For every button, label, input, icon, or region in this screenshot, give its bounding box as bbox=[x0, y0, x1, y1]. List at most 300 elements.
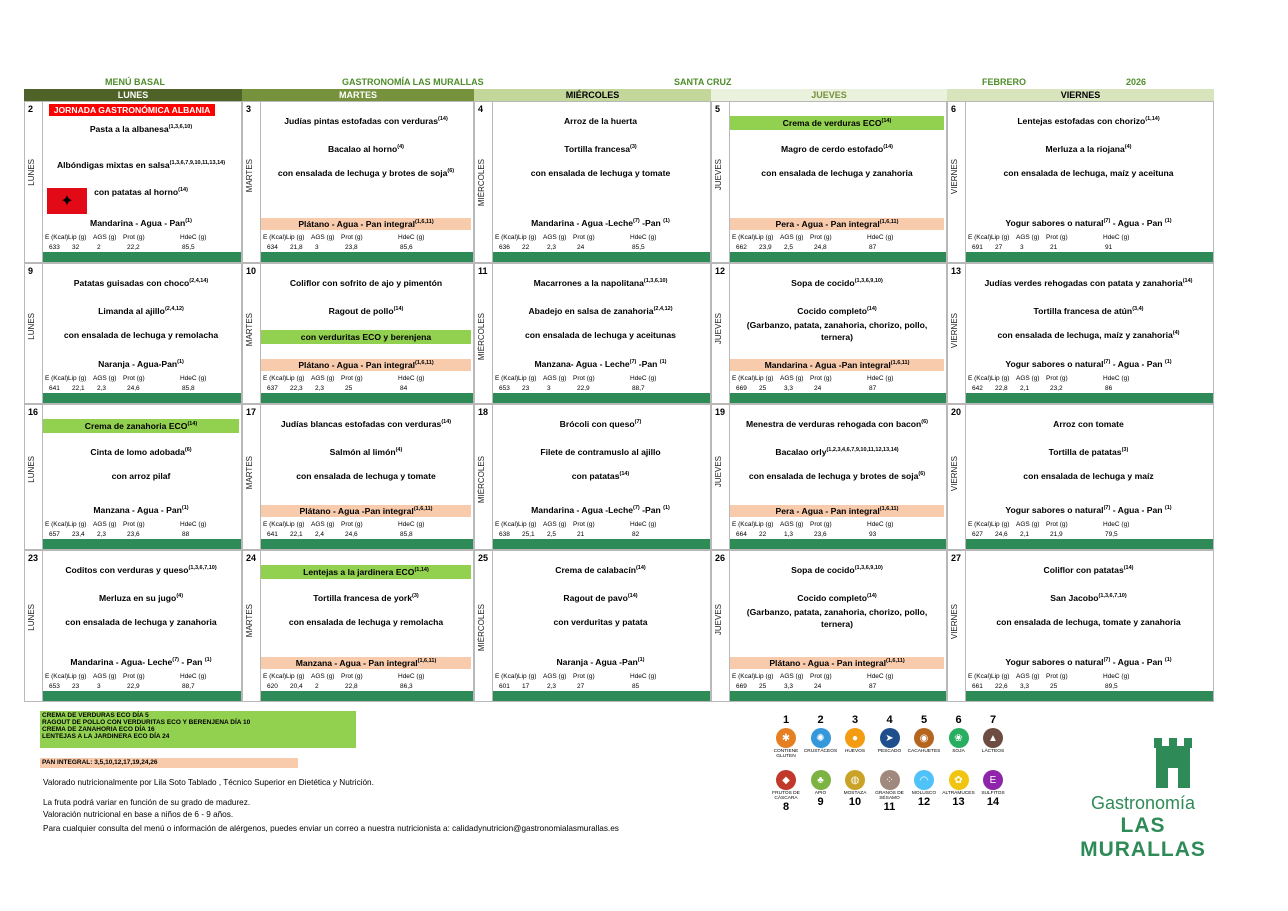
allergen-number: 4 bbox=[886, 714, 893, 726]
allergen-codes: (6) bbox=[918, 471, 926, 478]
dessert-line bbox=[493, 505, 708, 515]
nutrition-value: 22,1 bbox=[72, 385, 85, 392]
dish-name: Merluza en su jugo bbox=[98, 593, 177, 603]
menu-line bbox=[493, 593, 708, 603]
menu-line bbox=[49, 104, 215, 116]
dessert-text: Mandarina - Agua -Pan integral bbox=[764, 360, 891, 370]
nutrition-label: Prot (g) bbox=[573, 375, 595, 382]
allergen-item bbox=[838, 714, 872, 754]
nutrition-label: AGS (g) bbox=[780, 673, 804, 680]
menu-line bbox=[493, 168, 708, 178]
nutrition-label: E (Kcal) bbox=[968, 521, 992, 528]
allergen-codes: (1,6,11) bbox=[879, 506, 899, 513]
nutrition-label: Lip (g) bbox=[991, 375, 1010, 382]
day-label: MARTES bbox=[245, 313, 254, 347]
allergen-codes: (1) bbox=[663, 505, 670, 512]
dessert-line bbox=[493, 218, 708, 228]
nutrition-value: 1,3 bbox=[784, 531, 794, 538]
nutrition-value: 84 bbox=[400, 385, 408, 392]
nutrition-label: Lip (g) bbox=[518, 673, 537, 680]
menu-line bbox=[43, 306, 239, 316]
allergen-codes: (14) bbox=[178, 187, 188, 194]
dish-name: Bacalao al horno bbox=[328, 144, 398, 154]
allergen-codes: (1) bbox=[185, 218, 192, 225]
day-label: MIÉRCOLES bbox=[477, 158, 486, 206]
cell-footer-bar bbox=[261, 691, 473, 701]
nutrition-value: 22,1 bbox=[290, 531, 303, 538]
nutrition-label: HdeC (g) bbox=[398, 234, 425, 241]
allergen-item bbox=[769, 768, 803, 813]
menu-line bbox=[261, 168, 471, 178]
nutrition-value: 638 bbox=[499, 531, 510, 538]
menu-line bbox=[43, 278, 239, 288]
dessert-line bbox=[261, 657, 471, 669]
nutrition-label: AGS (g) bbox=[543, 673, 567, 680]
allergen-label: GRANOS DE SÉSAMO bbox=[875, 791, 904, 801]
allergen-codes: (1,3,6,7,9,10,11,13,14) bbox=[169, 160, 226, 167]
allergen-codes: (3) bbox=[630, 144, 637, 151]
wheat-icon: ✱ bbox=[776, 728, 796, 748]
nutrition-value: 3,3 bbox=[784, 385, 794, 392]
dish-name: Magro de cerdo estofado bbox=[781, 144, 884, 154]
allergen-codes: (14) bbox=[883, 144, 893, 151]
dish-name: Albóndigas mixtas en salsa bbox=[56, 160, 170, 170]
day-label: LUNES bbox=[27, 456, 36, 483]
menu-line bbox=[966, 565, 1211, 575]
menu-line bbox=[966, 278, 1211, 288]
day-cell bbox=[711, 550, 947, 702]
nutrition-value: 27 bbox=[995, 244, 1003, 251]
menu-line bbox=[730, 419, 944, 429]
dessert-text: Mandarina - Agua -Leche bbox=[531, 505, 633, 515]
menu-line bbox=[966, 593, 1211, 603]
day-cell bbox=[242, 263, 474, 404]
nutrition-label: HdeC (g) bbox=[630, 234, 657, 241]
menu-line bbox=[43, 160, 239, 170]
nutrition-value: 24,6 bbox=[127, 385, 140, 392]
allergen-codes: (14) bbox=[627, 593, 638, 600]
sesame-icon: ⁘ bbox=[880, 770, 900, 790]
dayhead-lunes: LUNES bbox=[24, 89, 242, 101]
menu-line bbox=[730, 278, 944, 288]
dessert-line bbox=[966, 657, 1211, 667]
nutrition-label: Prot (g) bbox=[573, 673, 595, 680]
nutrition-label: E (Kcal) bbox=[968, 234, 992, 241]
lupin-icon: ✿ bbox=[949, 770, 969, 790]
peanut-icon: ◉ bbox=[914, 728, 934, 748]
dish-name: con ensalada de lechuga y aceitunas bbox=[525, 330, 676, 340]
nutrition-label: AGS (g) bbox=[780, 521, 804, 528]
allergen-codes: (7) bbox=[634, 419, 642, 426]
nutrition-label: Lip (g) bbox=[755, 234, 774, 241]
allergen-codes: (1) bbox=[177, 359, 184, 366]
nutrition-label: HdeC (g) bbox=[1103, 375, 1130, 382]
allergen-codes: (1,6,11) bbox=[890, 360, 910, 367]
nutrition-value: 2,5 bbox=[784, 244, 794, 251]
allergen-codes: (3,4) bbox=[1132, 306, 1144, 313]
allergen-number: 13 bbox=[952, 796, 965, 808]
nutrition-label: AGS (g) bbox=[311, 234, 335, 241]
day-label: JUEVES bbox=[714, 313, 723, 345]
allergen-codes: (1) bbox=[1164, 657, 1172, 664]
nutrition-label: E (Kcal) bbox=[495, 521, 519, 528]
menu-line bbox=[730, 168, 944, 178]
nutrition-label: Lip (g) bbox=[518, 521, 537, 528]
day-number: 26 bbox=[715, 553, 726, 563]
nutrition-value: 633 bbox=[49, 244, 60, 251]
cell-footer-bar bbox=[730, 393, 946, 403]
nutrition-label: Lip (g) bbox=[755, 673, 774, 680]
nutrition-label: Prot (g) bbox=[123, 673, 145, 680]
celery-icon: ♣ bbox=[811, 770, 831, 790]
nutrition-value: 2,3 bbox=[547, 244, 557, 251]
eco-notes bbox=[40, 711, 356, 748]
nutrition-label: AGS (g) bbox=[543, 521, 567, 528]
nutrition-value: 85,5 bbox=[632, 244, 645, 251]
day-label: LUNES bbox=[27, 313, 36, 341]
menu-line bbox=[261, 593, 471, 603]
allergen-codes: (14) bbox=[866, 306, 877, 313]
nutrition-label: E (Kcal) bbox=[263, 521, 287, 528]
menu-line bbox=[966, 617, 1211, 627]
age-note: Valoración nutricional en base a niños de 6 - 9 años. bbox=[43, 810, 234, 819]
cell-footer-bar bbox=[43, 691, 241, 701]
day-number: 12 bbox=[715, 266, 726, 276]
nutrition-value: 3 bbox=[315, 244, 319, 251]
nutrition-value: 22,9 bbox=[127, 683, 140, 690]
menu-line bbox=[730, 144, 944, 154]
allergen-codes: (7) bbox=[1103, 657, 1111, 664]
day-cell bbox=[24, 550, 242, 702]
nutrition-value: 3,3 bbox=[784, 683, 794, 690]
day-cell bbox=[711, 404, 947, 550]
nutrition-value: 2,3 bbox=[547, 683, 557, 690]
dish-name: con ensalada de lechuga y tomate bbox=[296, 471, 436, 481]
nutrition-value: 21 bbox=[577, 531, 585, 538]
day-label: LUNES bbox=[27, 604, 36, 631]
nutrition-value: 25 bbox=[1050, 683, 1058, 690]
nutrition-value: 88,7 bbox=[182, 683, 195, 690]
allergen-item bbox=[907, 714, 941, 754]
allergen-codes: (1,14) bbox=[414, 567, 429, 574]
day-label: MIÉRCOLES bbox=[477, 313, 486, 361]
dessert-line bbox=[261, 359, 471, 371]
nutrition-label: AGS (g) bbox=[543, 375, 567, 382]
dish-name: Merluza a la riojana bbox=[1045, 144, 1125, 154]
nutrition-value: 636 bbox=[499, 244, 510, 251]
menu-line bbox=[966, 419, 1211, 429]
dish-name: Arroz con tomate bbox=[1053, 419, 1124, 429]
nutrition-value: 662 bbox=[736, 244, 747, 251]
egg-icon: ● bbox=[845, 728, 865, 748]
allergen-codes: (7) bbox=[1103, 505, 1111, 512]
dessert-text: Manzana - Agua - Pan integral bbox=[295, 658, 418, 668]
allergen-item bbox=[942, 714, 976, 754]
nutrition-value: 93 bbox=[869, 531, 877, 538]
nutrition-label: Lip (g) bbox=[68, 521, 87, 528]
nutrition-value: 642 bbox=[972, 385, 983, 392]
dish-name: Coditos con verduras y queso bbox=[65, 565, 189, 575]
dish-name: Tortilla de patatas bbox=[1048, 447, 1122, 457]
nutrition-value: 21,9 bbox=[1050, 531, 1063, 538]
dessert-text: Manzana - Agua - Pan bbox=[93, 505, 182, 515]
menu-line bbox=[966, 116, 1211, 126]
day-number: 18 bbox=[478, 407, 489, 417]
month: FEBRERO bbox=[982, 77, 1027, 87]
nutrition-value: 25 bbox=[759, 683, 767, 690]
nutrition-label: Prot (g) bbox=[573, 234, 595, 241]
day-number: 23 bbox=[28, 553, 39, 563]
dish-name: Coliflor con patatas bbox=[1043, 565, 1124, 575]
nutrition-value: 25,1 bbox=[522, 531, 535, 538]
allergen-item bbox=[976, 714, 1010, 754]
allergen-codes: (4) bbox=[397, 144, 404, 151]
allergen-item bbox=[907, 768, 941, 808]
day-cell bbox=[711, 263, 947, 404]
allergen-codes: (1) bbox=[663, 218, 670, 225]
nutrition-value: 88 bbox=[182, 531, 190, 538]
logo-line2: LAS MURALLAS bbox=[1080, 814, 1206, 861]
nutrition-value: 641 bbox=[267, 531, 278, 538]
allergen-item bbox=[976, 768, 1010, 808]
day-label: JUEVES bbox=[714, 456, 723, 488]
nutrition-value: 23 bbox=[522, 385, 530, 392]
dish-name: Crema de verduras ECO bbox=[782, 118, 882, 128]
nutrition-value: 32 bbox=[72, 244, 80, 251]
day-label: MARTES bbox=[245, 158, 254, 192]
cell-footer-bar bbox=[261, 539, 473, 549]
cell-footer-bar bbox=[966, 539, 1213, 549]
cell-footer-bar bbox=[493, 252, 710, 262]
dessert-line bbox=[261, 505, 471, 517]
nutrition-value: 21 bbox=[1050, 244, 1058, 251]
day-label: VIERNES bbox=[950, 158, 959, 194]
menu-line bbox=[261, 447, 471, 457]
nutrition-value: 24 bbox=[814, 385, 822, 392]
nutrition-value: 89,5 bbox=[1105, 683, 1118, 690]
nutrition-label: E (Kcal) bbox=[732, 673, 756, 680]
allergen-codes: (14) bbox=[438, 116, 448, 123]
nutrition-value: 23,6 bbox=[127, 531, 140, 538]
dish-name: Sopa de cocido bbox=[791, 565, 855, 575]
nutrition-value: 88,7 bbox=[632, 385, 645, 392]
menu-line bbox=[43, 617, 239, 627]
allergen-label: SULFITOS bbox=[981, 791, 1005, 796]
day-cell bbox=[474, 404, 711, 550]
dish-name: Limanda al ajillo bbox=[98, 306, 165, 316]
menu-type: MENÚ BASAL bbox=[105, 77, 165, 87]
nutrition-label: AGS (g) bbox=[1016, 673, 1040, 680]
dish-name: con arroz pilaf bbox=[111, 471, 171, 481]
dish-name: Abadejo en salsa de zanahoria bbox=[528, 306, 654, 316]
menu-line bbox=[493, 471, 708, 481]
allergen-item bbox=[942, 768, 976, 808]
allergen-codes: (14) bbox=[187, 421, 198, 428]
allergen-label: CACAHUETES bbox=[907, 749, 941, 754]
dish-name: Judías pintas estofadas con verduras bbox=[284, 116, 438, 126]
nutrition-value: 85,8 bbox=[400, 531, 413, 538]
dish-name: con ensalada de lechuga y tomate bbox=[530, 168, 671, 178]
menu-line bbox=[730, 565, 944, 575]
nutrition-label: HdeC (g) bbox=[630, 521, 657, 528]
soy-icon: ❀ bbox=[949, 728, 969, 748]
nutrition-label: Prot (g) bbox=[341, 521, 363, 528]
allergen-codes: (7) bbox=[629, 359, 637, 366]
company-logo bbox=[1058, 738, 1228, 862]
allergen-codes: (14) bbox=[393, 306, 404, 313]
dish-name: Coliflor con sofrito de ajo y pimentón bbox=[289, 278, 443, 288]
allergen-codes: (2,4,12) bbox=[653, 306, 673, 313]
milk-icon: ▲ bbox=[983, 728, 1003, 748]
allergen-label: MOSTAZA bbox=[843, 791, 867, 796]
school-name: SANTA CRUZ bbox=[674, 77, 732, 87]
nutrition-label: AGS (g) bbox=[780, 234, 804, 241]
dish-name: ternera) bbox=[821, 619, 853, 629]
dish-name: JORNADA GASTRONÓMICA ALBANIA bbox=[53, 105, 211, 115]
dessert-text: Plátano - Agua - Pan integral bbox=[769, 658, 886, 668]
nutrition-value: 23,6 bbox=[814, 531, 827, 538]
menu-line bbox=[43, 124, 239, 134]
allergen-item bbox=[804, 768, 838, 808]
day-number: 4 bbox=[478, 104, 484, 114]
nutrition-value: 22 bbox=[522, 244, 530, 251]
nutrition-label: Prot (g) bbox=[123, 375, 145, 382]
dish-name: con verduritas y patata bbox=[553, 617, 648, 627]
dish-name: Bacalao orly bbox=[775, 447, 827, 457]
dish-name: Cocido completo bbox=[797, 306, 867, 316]
allergen-codes: (1,2,3,4,6,7,9,10,11,12,13,14) bbox=[826, 447, 899, 454]
dessert-line bbox=[493, 657, 708, 667]
cell-footer-bar bbox=[730, 252, 946, 262]
day-number: 16 bbox=[28, 407, 39, 417]
allergen-label: SOJA bbox=[952, 749, 965, 754]
menu-line bbox=[261, 116, 471, 126]
dessert-text: - Agua - Pan bbox=[1110, 218, 1165, 228]
nutrition-value: 24,6 bbox=[995, 531, 1008, 538]
day-number: 10 bbox=[246, 266, 257, 276]
allergen-codes: (6) bbox=[184, 447, 192, 454]
dish-name: con ensalada de lechuga y brotes de soja bbox=[748, 471, 919, 481]
allergen-codes: (7) bbox=[172, 657, 180, 664]
nutrition-value: 23 bbox=[72, 683, 80, 690]
day-cell bbox=[711, 101, 947, 263]
day-label: JUEVES bbox=[714, 604, 723, 636]
dish-name: Judías verdes rehogadas con patata y zanahoria bbox=[984, 278, 1183, 288]
day-cell bbox=[242, 404, 474, 550]
dish-name: Macarrones a la napolitana bbox=[533, 278, 644, 288]
nutrition-label: Prot (g) bbox=[810, 375, 832, 382]
allergen-label: LÁCTEOS bbox=[981, 749, 1005, 754]
dessert-line bbox=[43, 505, 239, 515]
nutrition-label: Lip (g) bbox=[68, 234, 87, 241]
nutrition-label: Lip (g) bbox=[68, 375, 87, 382]
allergen-codes: (1) bbox=[637, 657, 645, 664]
dessert-line bbox=[261, 218, 471, 230]
day-cell bbox=[24, 101, 242, 263]
nutrition-label: AGS (g) bbox=[543, 234, 567, 241]
dessert-text: Pera - Agua - Pan integral bbox=[775, 506, 880, 516]
allergen-codes: (1) bbox=[204, 657, 212, 664]
nutrition-label: Lip (g) bbox=[518, 375, 537, 382]
menu-line bbox=[43, 330, 239, 340]
dessert-text: Yogur sabores o natural bbox=[1005, 505, 1104, 515]
allergen-codes: (2,4,12) bbox=[164, 306, 184, 313]
day-cell bbox=[947, 101, 1214, 263]
nutrition-label: Prot (g) bbox=[1046, 673, 1068, 680]
allergen-codes: (4) bbox=[1124, 144, 1132, 151]
nutrition-label: Lip (g) bbox=[991, 234, 1010, 241]
allergen-codes: (7) bbox=[1103, 359, 1111, 366]
nutrition-label: Prot (g) bbox=[123, 521, 145, 528]
menu-line bbox=[261, 419, 471, 429]
dessert-text: Yogur sabores o natural bbox=[1005, 359, 1104, 369]
nutrition-label: Lip (g) bbox=[518, 234, 537, 241]
nutrition-label: HdeC (g) bbox=[180, 673, 207, 680]
nutrition-value: 22 bbox=[759, 531, 767, 538]
allergen-item bbox=[873, 768, 907, 813]
nutrition-label: AGS (g) bbox=[1016, 521, 1040, 528]
day-number: 2 bbox=[28, 104, 34, 114]
nutrition-value: 664 bbox=[736, 531, 747, 538]
nutrition-label: Lip (g) bbox=[755, 375, 774, 382]
nutrition-value: 3 bbox=[547, 385, 551, 392]
allergen-codes: (1,6,11) bbox=[413, 506, 433, 513]
nutrition-value: 2,3 bbox=[97, 531, 107, 538]
menu-line bbox=[730, 593, 944, 603]
dish-name: con ensalada de lechuga, maíz y aceituna bbox=[1003, 168, 1174, 178]
nutrition-label: HdeC (g) bbox=[398, 375, 425, 382]
nutrition-label: AGS (g) bbox=[93, 375, 117, 382]
allergen-label: CONTIENE GLUTEN bbox=[773, 749, 799, 759]
nutrition-label: Prot (g) bbox=[341, 673, 363, 680]
cell-footer-bar bbox=[966, 393, 1213, 403]
nutrition-value: 23,8 bbox=[345, 244, 358, 251]
nutrition-value: 641 bbox=[49, 385, 60, 392]
dish-name: Tortilla francesa de atún bbox=[1033, 306, 1133, 316]
allergen-number: 3 bbox=[851, 714, 859, 726]
dessert-text: - Pan bbox=[179, 657, 205, 667]
nutrition-label: E (Kcal) bbox=[495, 673, 519, 680]
allergen-codes: (14) bbox=[619, 471, 630, 478]
menu-line bbox=[261, 306, 471, 316]
allergen-codes: (6) bbox=[447, 168, 455, 175]
cell-footer-bar bbox=[493, 691, 710, 701]
menu-line bbox=[966, 471, 1211, 481]
dessert-text: Yogur sabores o natural bbox=[1005, 218, 1104, 228]
nutrition-label: E (Kcal) bbox=[495, 234, 519, 241]
day-label: MIÉRCOLES bbox=[477, 604, 486, 652]
allergen-codes: (1,14) bbox=[1145, 116, 1160, 123]
nutrition-value: 22,8 bbox=[995, 385, 1008, 392]
allergen-codes: (1) bbox=[659, 359, 667, 366]
dessert-line bbox=[966, 505, 1211, 515]
dish-name: con ensalada de lechuga y remolacha bbox=[63, 330, 219, 340]
cell-footer-bar bbox=[966, 252, 1213, 262]
nutrition-value: 24,6 bbox=[345, 531, 358, 538]
nutrition-value: 601 bbox=[499, 683, 510, 690]
menu-line bbox=[261, 617, 471, 627]
dessert-text: Mandarina - Agua - Pan bbox=[90, 218, 186, 228]
dayhead-jueves: JUEVES bbox=[711, 89, 947, 101]
allergen-codes: (1,3,6,7,10) bbox=[1098, 593, 1127, 600]
dessert-line bbox=[730, 505, 944, 517]
nutrition-label: E (Kcal) bbox=[263, 375, 287, 382]
nutrition-value: 17 bbox=[522, 683, 530, 690]
nutrition-value: 85 bbox=[632, 683, 640, 690]
dish-name: Crema de calabacín bbox=[555, 565, 636, 575]
dish-name: con patatas bbox=[571, 471, 620, 481]
nutrition-value: 634 bbox=[267, 244, 278, 251]
